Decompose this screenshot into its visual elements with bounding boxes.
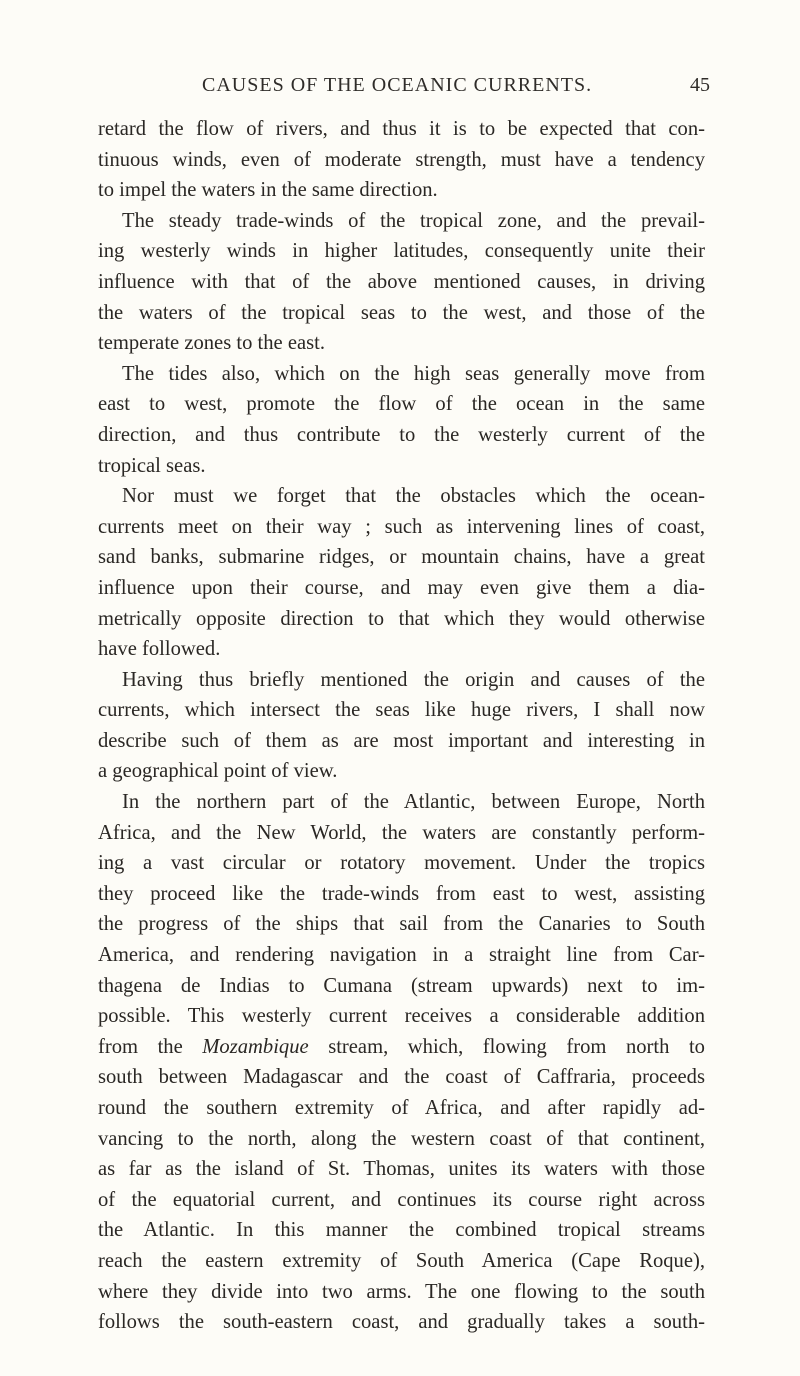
text-line: The tides also, which on the high seas generally move from [122,362,705,385]
text-line: they proceed like the trade-winds from east to west, assisting [98,882,705,905]
text-line: south between Madagascar and the coast of Caffraria, proceeds [98,1066,705,1089]
text-line: the waters of the tropical seas to the west, and those of the [98,301,705,324]
text-line: influence with that of the above mentioned causes, in driving [98,270,705,293]
text-line: ing a vast circular or rotatory movement. Under the tropics [98,852,705,875]
text-line: possible. This westerly current receives a considerable addition [98,1005,705,1028]
text-line: currents, which intersect the seas like huge rivers, I shall now [98,699,705,722]
text-line: reach the eastern extremity of South America (Cape Roque), [98,1249,705,1272]
text-line: ing westerly winds in higher latitudes, consequently unite their [98,240,705,263]
text-line: to impel the waters in the same direction. [98,179,438,202]
text-line: temperate zones to the east. [98,332,326,355]
text-line: round the southern extremity of Africa, and after rapidly ad- [98,1097,705,1119]
text-segment: from the [98,1035,203,1058]
text-line: influence upon their course, and may even give them a dia- [98,576,705,599]
text-line: thagena de Indias to Cumana (stream upwards) next to im- [98,974,705,997]
text-line: of the equatorial current, and continues its course right across [98,1188,705,1211]
text-line: east to west, promote the flow of the ocean in the same [98,393,705,416]
text-line: the progress of the ships that sail from the Canaries to South [98,913,705,936]
text-line: a geographical point of view. [98,760,338,783]
text-line: The steady trade-winds of the tropical zone, and the prevail- [122,209,705,232]
text-line: vancing to the north, along the western coast of that continent, [98,1127,705,1150]
text-line [98,1032,705,1063]
text-line: where they divide into two arms. The one flowing to the south [98,1280,705,1303]
text-segment: stream, which, flowing from north to [308,1035,705,1058]
text-line: Having thus briefly mentioned the origin and causes of the [122,668,705,691]
text-line: follows the south-eastern coast, and gradually takes a south- [98,1311,705,1334]
page-number: 45 [690,74,710,96]
running-head [0,74,800,104]
text-line: tinuous winds, even of moderate strength, must have a tendency [98,148,705,171]
running-title: CAUSES OF THE OCEANIC CURRENTS. [202,74,593,96]
text-line: In the northern part of the Atlantic, between Europe, North [122,791,705,814]
italic-place-name: Mozambique [202,1035,309,1058]
text-line: direction, and thus contribute to the westerly current of the [98,423,705,446]
text-line: the Atlantic. In this manner the combined tropical streams [98,1219,705,1242]
text-line: America, and rendering navigation in a straight line from Car- [98,944,705,967]
text-line: Nor must we forget that the obstacles which the ocean- [122,485,705,508]
text-line: tropical seas. [98,454,206,477]
text-line: as far as the island of St. Thomas, unites its waters with those [98,1158,705,1181]
text-line: have followed. [98,638,221,661]
text-line: retard the flow of rivers, and thus it is to be expected that con- [98,118,705,140]
text-line: Africa, and the New World, the waters are constantly perform- [98,821,705,844]
text-line: describe such of them as are most important and interesting in [98,729,705,752]
text-line: sand banks, submarine ridges, or mountain chains, have a great [98,546,705,569]
body-text [98,114,705,1338]
text-line: currents meet on their way ; such as intervening lines of coast, [98,515,705,538]
text-line: metrically opposite direction to that which they would otherwise [98,607,705,630]
